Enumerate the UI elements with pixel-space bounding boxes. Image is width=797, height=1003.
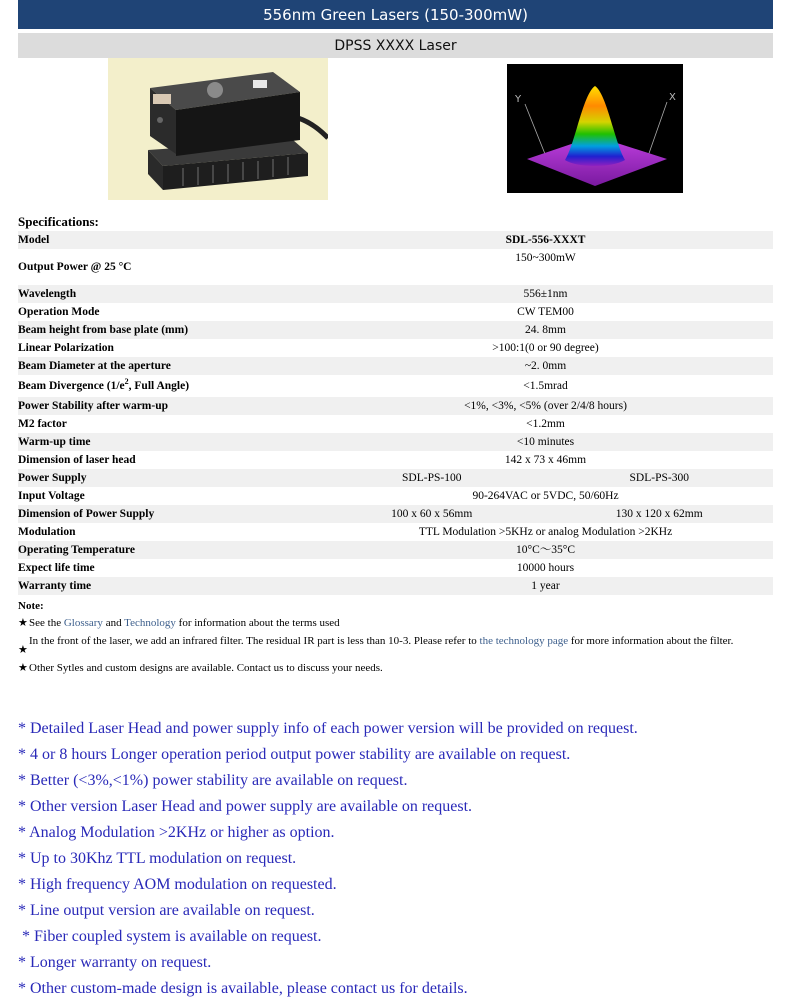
note-text-pre: In the front of the laser, we add an infrared filter. The residual IR part is less than 10-3. Please refer to	[29, 635, 480, 647]
spec-label: Output Power @ 25 °C	[18, 261, 132, 273]
spec-row-operating-temp	[18, 541, 773, 559]
spec-value: 90-264VAC or 5VDC, 50/60Hz	[472, 490, 619, 502]
spec-label: Operating Temperature	[18, 544, 136, 556]
spec-value: <1%, <3%, <5% (over 2/4/8 hours)	[464, 400, 627, 412]
svg-text:Y: Y	[515, 94, 522, 105]
spec-label: Modulation	[18, 526, 76, 538]
spec-value: 150~300mW	[515, 252, 576, 264]
spec-row-m2-factor	[18, 415, 773, 433]
spec-label: Power Stability after warm-up	[18, 400, 169, 412]
spec-value: CW TEM00	[517, 306, 574, 318]
spec-label: Operation Mode	[18, 306, 100, 318]
glossary-link[interactable]: Glossary	[63, 617, 103, 629]
request-item: * Analog Modulation >2KHz or higher as option.	[18, 824, 335, 841]
spec-row-power-supply	[18, 469, 773, 487]
spec-label: Beam height from base plate (mm)	[18, 324, 189, 336]
spec-label: Model	[18, 234, 50, 246]
request-item: * Fiber coupled system is available on request.	[18, 928, 322, 945]
spec-label: Input Voltage	[18, 490, 85, 502]
request-item: * Longer warranty on request.	[18, 954, 212, 971]
spec-value-a: 100 x 60 x 56mm	[391, 508, 473, 520]
spec-label: Wavelength	[18, 288, 77, 300]
spec-label: Linear Polarization	[18, 342, 114, 354]
request-item: * Line output version are available on request.	[18, 902, 315, 919]
spec-row-operation-mode	[18, 303, 773, 321]
spec-label: M2 factor	[18, 418, 67, 430]
spec-label: Dimension of laser head	[18, 454, 136, 466]
svg-text:X: X	[669, 92, 676, 103]
request-item: * Other version Laser Head and power supply are available on request.	[18, 798, 473, 815]
spec-row-warranty	[18, 577, 773, 595]
note-text-pre: See the	[29, 617, 64, 629]
spec-row-model	[18, 231, 773, 249]
spec-row-wavelength	[18, 285, 773, 303]
laser-head-photo	[108, 58, 328, 200]
spec-row-supply-dimension	[18, 505, 773, 523]
spec-value: <1.5mrad	[523, 380, 568, 392]
note-item	[18, 632, 773, 659]
spec-value: 1 year	[531, 580, 560, 592]
spec-row-power-stability	[18, 397, 773, 415]
spec-row-modulation	[18, 523, 773, 541]
request-item: * Better (<3%,<1%) power stability are available on request.	[18, 772, 408, 789]
note-item	[18, 614, 773, 632]
specifications-table	[18, 231, 773, 595]
spec-label: Warm-up time	[18, 436, 91, 448]
page-subtitle: DPSS XXXX Laser	[18, 33, 773, 58]
note-text-mid: and	[102, 617, 125, 629]
on-request-list	[18, 716, 778, 1002]
spec-value: 10°C～35°C	[515, 544, 576, 556]
spec-value-pair	[318, 469, 773, 487]
spec-value: 24. 8mm	[525, 324, 566, 336]
spec-label: Warranty time	[18, 580, 92, 592]
note-item	[18, 659, 773, 677]
spec-value: 142 x 73 x 46mm	[504, 454, 587, 466]
spec-row-head-dimension	[18, 451, 773, 469]
spec-row-beam-height	[18, 321, 773, 339]
spec-row-output-power	[18, 249, 773, 285]
note-text	[29, 614, 340, 632]
note-text: Other Sytles and custom designs are available. Contact us to discuss your needs.	[29, 662, 383, 674]
spec-row-polarization	[18, 339, 773, 357]
request-item: * Detailed Laser Head and power supply info of each power version will be provided on request.	[18, 720, 638, 737]
spec-label: Expect life time	[18, 562, 95, 574]
spec-row-input-voltage	[18, 487, 773, 505]
spec-label-post: , Full Angle)	[128, 380, 190, 392]
request-item: * High frequency AOM modulation on requested.	[18, 876, 337, 893]
spec-label: Power Supply	[18, 472, 87, 484]
notes-section	[18, 600, 773, 677]
spec-value-a: SDL-PS-100	[402, 472, 462, 484]
note-text	[29, 632, 733, 650]
spec-value: ~2. 0mm	[524, 360, 567, 372]
spec-value: 556±1nm	[523, 288, 568, 300]
star-icon: ★	[18, 662, 28, 674]
spec-row-warmup	[18, 433, 773, 451]
spec-value: SDL-556-XXXT	[505, 234, 586, 246]
star-icon: ★	[18, 617, 28, 629]
spec-value-b: SDL-PS-300	[629, 472, 689, 484]
spec-value: TTL Modulation >5KHz or analog Modulation >2KHz	[418, 526, 673, 538]
specifications-heading: Specifications:	[18, 214, 99, 229]
technology-page-link[interactable]: the technology page	[479, 635, 569, 647]
notes-title: Note:	[18, 600, 44, 612]
spec-value: 10000 hours	[516, 562, 575, 574]
beam-profile-image	[507, 64, 683, 193]
request-item: * Other custom-made design is available, please contact us for details.	[18, 980, 468, 997]
spec-row-beam-diameter	[18, 357, 773, 375]
request-item: * Up to 30Khz TTL modulation on request.	[18, 850, 297, 867]
spec-row-beam-divergence	[18, 375, 773, 397]
spec-value: <10 minutes	[516, 436, 575, 448]
note-text-post: for more information about the filter.	[568, 635, 734, 647]
spec-label-pre: Beam Divergence (1/e	[18, 380, 125, 392]
request-item: * 4 or 8 hours Longer operation period output power stability are available on request.	[18, 746, 571, 763]
spec-value: >100:1(0 or 90 degree)	[492, 342, 599, 354]
note-text-post: for information about the terms used	[175, 617, 340, 629]
spec-label: Dimension of Power Supply	[18, 508, 155, 520]
spec-value-pair	[318, 505, 773, 523]
star-icon: ★	[18, 644, 28, 656]
spec-label-sup: 2	[124, 377, 129, 387]
spec-value-b: 130 x 120 x 62mm	[615, 508, 703, 520]
page-title: 556nm Green Lasers (150-300mW)	[18, 0, 773, 29]
technology-link[interactable]: Technology	[124, 617, 176, 629]
spec-row-life-time	[18, 559, 773, 577]
spec-value: <1.2mm	[526, 418, 565, 430]
spec-label	[18, 375, 318, 397]
spec-label: Beam Diameter at the aperture	[18, 360, 171, 372]
